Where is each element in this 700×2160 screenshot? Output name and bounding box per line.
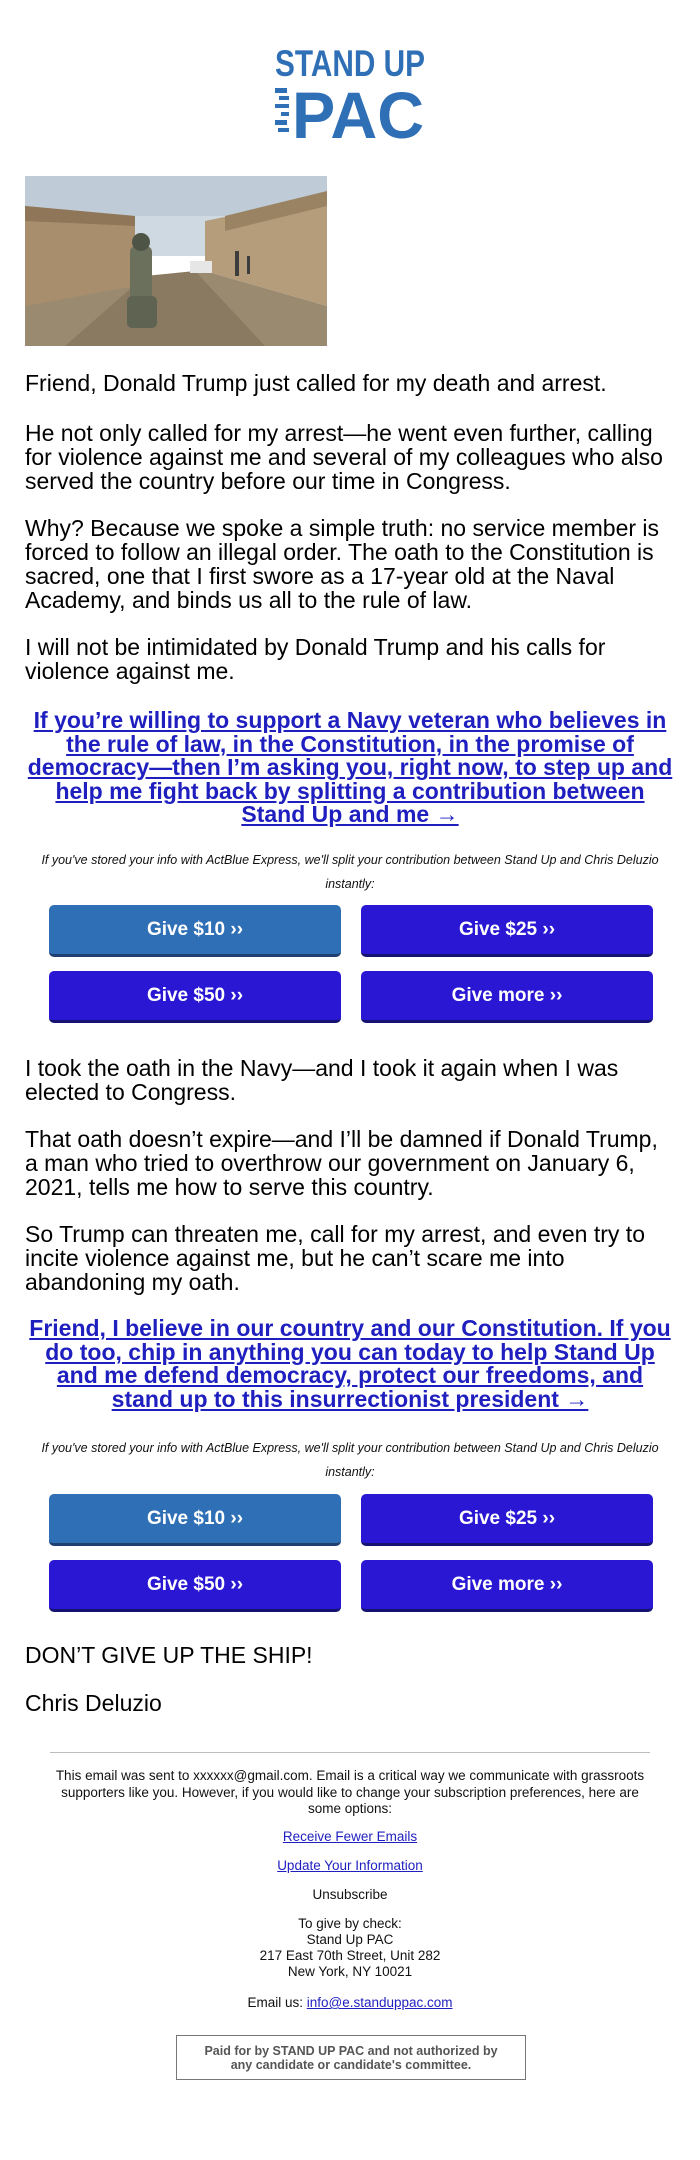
middle-paragraph-1: I took the oath in the Navy—and I took it again when I was elected to Congress. [25, 1055, 619, 1105]
paid-for-disclaimer: Paid for by STAND UP PAC and not authorized by any candidate or candidate's committee. [176, 2035, 526, 2080]
check-heading: To give by check: [298, 1916, 402, 1931]
receive-fewer-emails-link[interactable]: Receive Fewer Emails [282, 1829, 418, 1844]
email-label: Email us: [247, 1995, 303, 2010]
actblue-note-2: If you've stored your info with ActBlue Express, we'll split your contribution between Stand Up and Chris Deluzio instantly: [41, 1441, 659, 1479]
email-link[interactable]: info@e.standuppac.com [306, 1995, 453, 2010]
give-25-button[interactable]: Give $25 ›› [361, 1494, 653, 1546]
check-street: 217 East 70th Street, Unit 282 [259, 1948, 441, 1963]
give-more-button[interactable]: Give more ›› [361, 971, 653, 1023]
intro-paragraph-4: I will not be intimidated by Donald Trump and his calls for violence against me. [25, 634, 606, 684]
check-city: New York, NY 10021 [287, 1964, 413, 1979]
signature: Chris Deluzio [25, 1690, 162, 1716]
cta-1 [25, 709, 675, 827]
logo-line1: STAND UP [275, 43, 425, 84]
logo-line2: PAC [292, 78, 424, 152]
flag-stripes-icon [275, 88, 289, 132]
update-your-information-link[interactable]: Update Your Information [277, 1858, 423, 1873]
give-25-button[interactable]: Give $25 ›› [361, 905, 653, 957]
intro-paragraph-3: Why? Because we spoke a simple truth: no service member is forced to follow an illegal order. The oath to the Constitution is sacred, one that I first swore as a 17-year old at the Naval Academy, and binds us all to the rule of law. [25, 515, 660, 613]
cta-1-link[interactable]: If you’re willing to support a Navy veteran who believes in the rule of law, in the Constitution, in the promise of democracy—then I’m asking you, right now, to step up and help me fight back by splitting a contribution between Stand Up and me → [27, 707, 673, 827]
footer-email-line [50, 1995, 650, 2012]
actblue-note-1: If you've stored your info with ActBlue Express, we'll split your contribution between Stand Up and Chris Deluzio instantly: [41, 853, 659, 891]
footer-update-info [50, 1858, 650, 1875]
intro-paragraph-1: Friend, Donald Trump just called for my death and arrest. [25, 370, 607, 396]
unsubscribe-link[interactable]: Unsubscribe [312, 1887, 388, 1902]
footer-sent-to: This email was sent to xxxxxx@gmail.com. Email is a critical way we communicate with grassroots supporters like you. However, if you would like to change your subscription preferences, here are some options: [55, 1768, 645, 1816]
stand-up-pac-logo [275, 38, 425, 152]
footer-fewer-emails [50, 1829, 650, 1846]
give-10-button[interactable]: Give $10 ›› [49, 905, 341, 957]
give-10-button[interactable]: Give $10 ›› [49, 1494, 341, 1546]
hero-photo [25, 176, 327, 346]
give-50-button[interactable]: Give $50 ›› [49, 971, 341, 1023]
give-50-button[interactable]: Give $50 ›› [49, 1560, 341, 1612]
footer-divider [50, 1752, 650, 1753]
middle-paragraph-3: So Trump can threaten me, call for my arrest, and even try to incite violence against me, but he can’t scare me into abandoning my oath. [25, 1221, 645, 1295]
closing-line: DON’T GIVE UP THE SHIP! [25, 1642, 313, 1668]
check-org: Stand Up PAC [306, 1932, 394, 1947]
middle-paragraph-2: That oath doesn’t expire—and I’ll be damned if Donald Trump, a man who tried to overthrow our government on January 6, 2021, tells me how to serve this country. [25, 1126, 658, 1200]
cta-2-link[interactable]: Friend, I believe in our country and our Constitution. If you do too, chip in anything you can today to help Stand Up and me defend democracy, protect our freedoms, and stand up to this insurrectionist president → [29, 1315, 671, 1412]
cta-2 [25, 1317, 675, 1411]
give-more-button[interactable]: Give more ›› [361, 1560, 653, 1612]
intro-paragraph-2: He not only called for my arrest—he went even further, calling for violence against me and several of my colleagues who also served the country before our time in Congress. [25, 420, 663, 494]
